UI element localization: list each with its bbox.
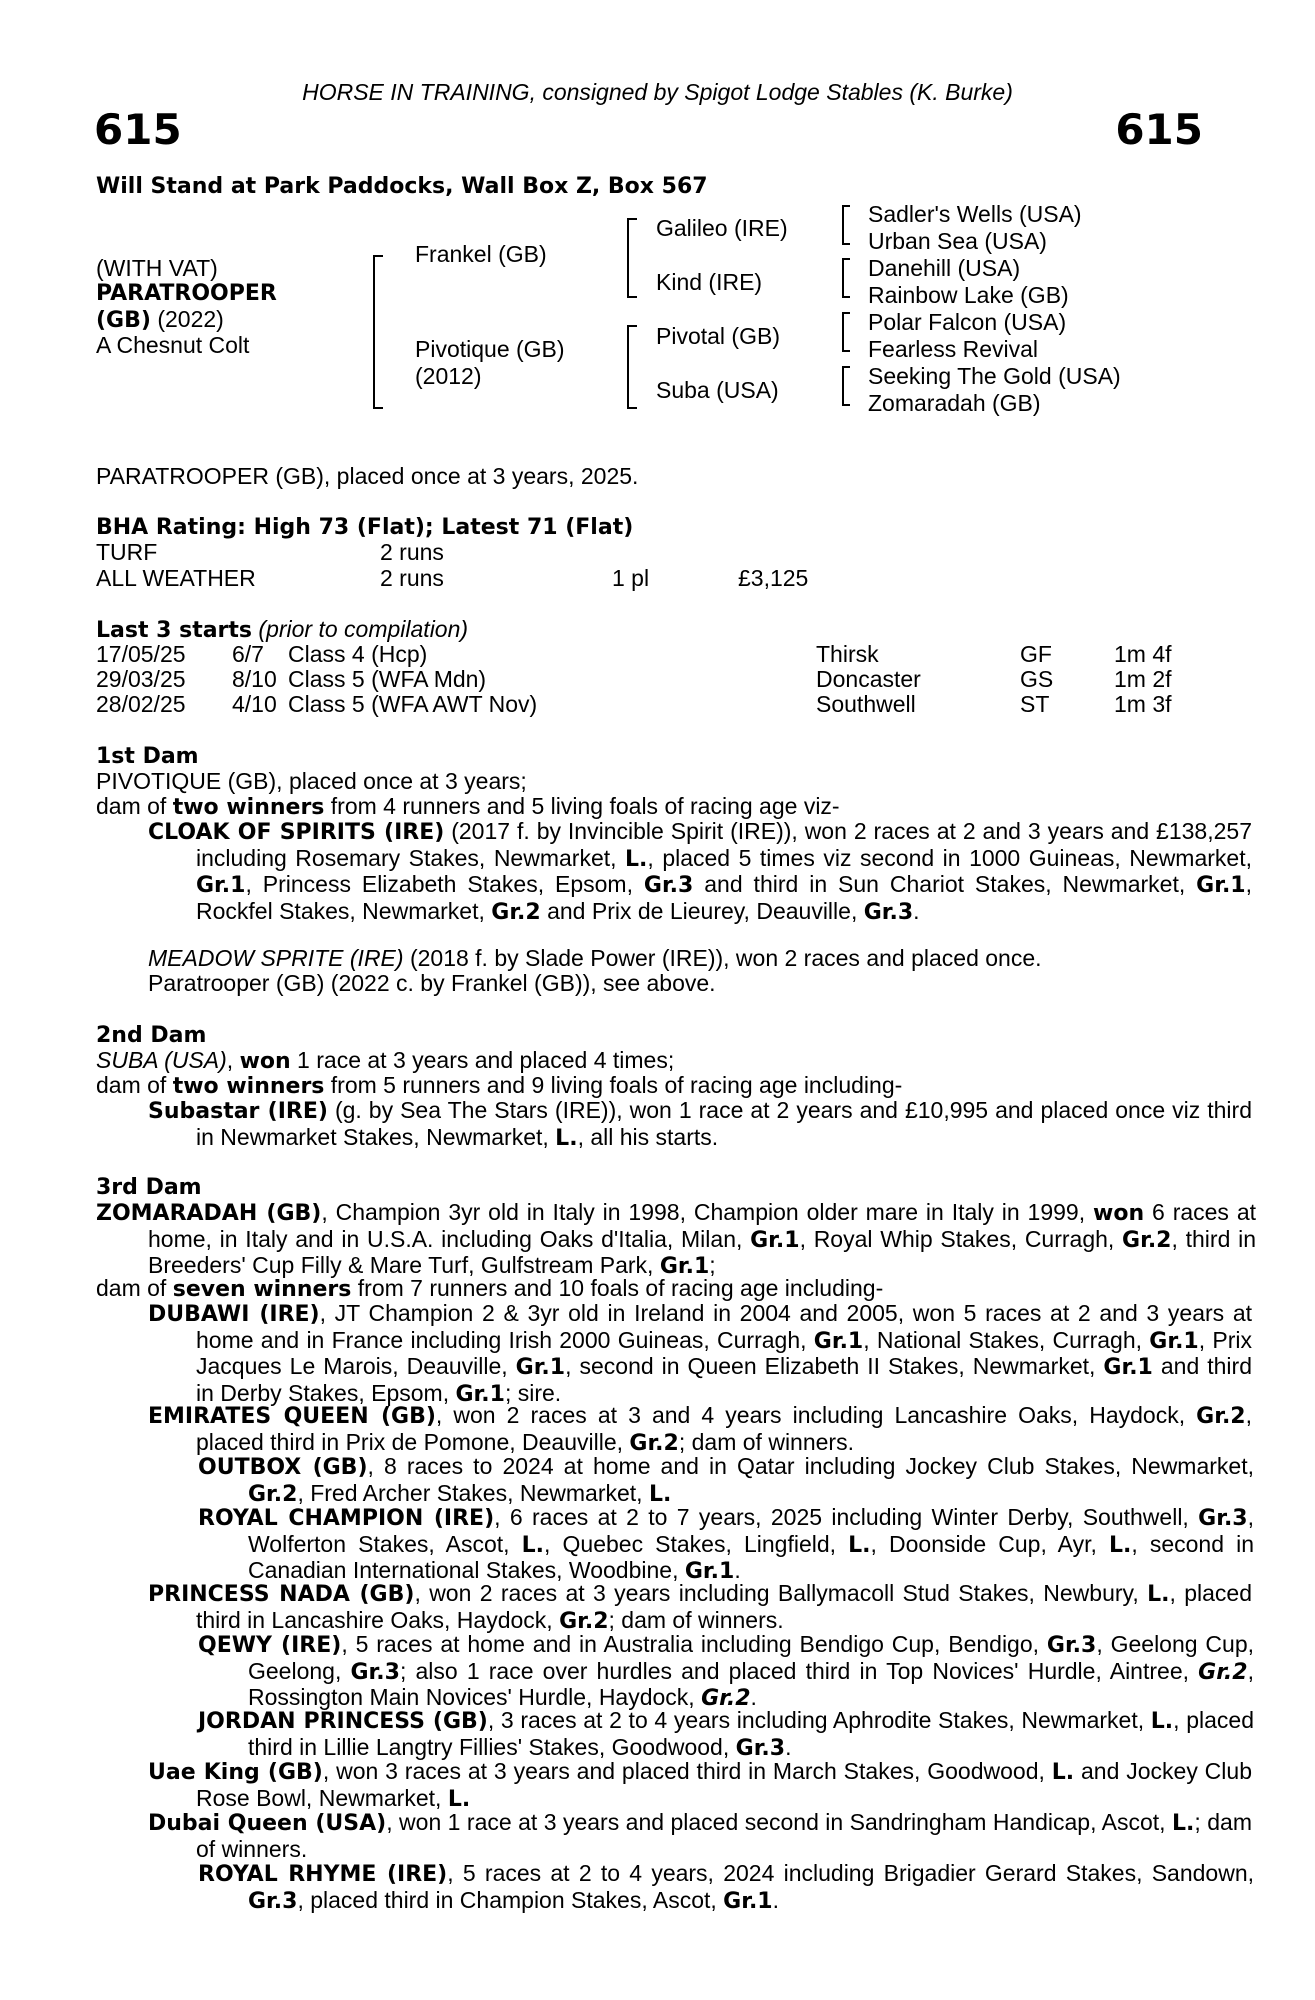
grade: L. — [1172, 1811, 1195, 1836]
text: , placed third in Lancashire Oaks, Haydock, — [196, 1580, 1252, 1633]
grade: Gr.3 — [643, 873, 694, 898]
foal-name: ROYAL CHAMPION (IRE) — [198, 1506, 495, 1531]
start-going: GF — [1020, 641, 1052, 667]
text: , Fred Archer Stakes, Newmarket, — [297, 1479, 649, 1506]
rating-prize: £3,125 — [738, 565, 809, 591]
pedigree-dds: Seeking The Gold (USA) — [868, 363, 1121, 389]
text: from 4 runners and 5 living foals of racing age viz- — [324, 793, 840, 819]
third-dam-summary — [96, 1200, 1256, 1280]
produce-entry — [198, 1708, 1254, 1761]
text: , Geelong Cup, Geelong, — [248, 1631, 1255, 1684]
pedigree-brace-dd — [842, 366, 850, 406]
grade: Gr.1 — [455, 1381, 505, 1407]
grade: Gr.2 — [629, 1430, 679, 1456]
horse-country-year — [96, 307, 224, 334]
horse-name: PARATROOPER — [96, 281, 277, 306]
grade: Gr.3 — [1046, 1633, 1097, 1658]
grade: L. — [555, 1125, 578, 1151]
pedigree-ssd: Urban Sea (USA) — [868, 228, 1047, 254]
rating-surface: TURF — [96, 539, 158, 565]
text: , all his starts. — [577, 1123, 719, 1150]
dam-name: SUBA (USA) — [96, 1047, 227, 1073]
grade: Gr.2 — [491, 899, 541, 925]
text: , 8 races to 2024 at home and in Qatar including Jockey Club Stakes, Newmarket, — [367, 1453, 1254, 1479]
rating-runs: 2 runs — [380, 565, 444, 591]
first-dam-summary: PIVOTIQUE (GB), placed once at 3 years; — [96, 768, 527, 794]
horse-year: (2022) — [157, 306, 224, 332]
grade: Gr.1 — [750, 1227, 800, 1253]
foal-name: EMIRATES QUEEN (GB) — [148, 1404, 436, 1429]
grade: Gr.1 — [684, 1559, 735, 1584]
start-going: GS — [1020, 666, 1054, 692]
grade: Gr.3 — [1198, 1506, 1248, 1531]
pedigree-sss: Sadler's Wells (USA) — [868, 201, 1082, 227]
grade: Gr.3 — [735, 1735, 786, 1761]
text: , 5 races at 2 to 4 years, 2024 including Brigadier Gerard Stakes, Sandown, — [447, 1860, 1254, 1886]
grade: Gr.2 — [701, 1686, 751, 1711]
text: . — [913, 897, 920, 924]
foal-name: QEWY (IRE) — [198, 1633, 342, 1658]
start-distance: 1m 4f — [1114, 641, 1172, 667]
produce-entry — [148, 819, 1252, 925]
start-row — [96, 692, 1206, 718]
text: (g. by Sea The Stars (IRE)), won 1 race at 2 years and £10,995 and placed once viz third in Newmarket Stakes, Newmarket, — [196, 1097, 1252, 1150]
horse-description: A Chesnut Colt — [96, 332, 250, 358]
produce-entry — [148, 1301, 1252, 1407]
won-label: won — [239, 1049, 291, 1074]
pedigree-dsd: Fearless Revival — [868, 336, 1038, 362]
foal-name: MEADOW SPRITE (IRE) — [148, 945, 404, 971]
grade: Gr.1 — [515, 1355, 566, 1380]
rating-surface: ALL WEATHER — [96, 565, 256, 591]
produce-entry — [198, 1454, 1254, 1507]
text: , Quebec Stakes, Lingfield, — [544, 1530, 849, 1557]
grade: Gr.1 — [659, 1254, 710, 1279]
foal-name: DUBAWI (IRE) — [148, 1302, 320, 1327]
rating-placed: 1 pl — [612, 565, 650, 591]
start-position: 8/10 — [232, 666, 277, 692]
grade: Gr.2 — [248, 1481, 298, 1507]
last-starts-note: (prior to compilation) — [258, 616, 469, 642]
start-course: Doncaster — [816, 666, 921, 692]
start-distance: 1m 2f — [1114, 666, 1172, 692]
text: . — [772, 1886, 779, 1913]
grade: Gr.2 — [1198, 1659, 1248, 1685]
foal-name: PRINCESS NADA (GB) — [148, 1582, 415, 1607]
text: ; sire. — [504, 1379, 562, 1406]
text: ; dam of winners. — [608, 1606, 784, 1633]
text: , third in Breeders' Cup Filly & Mare Turf, Gulfstream Park, — [148, 1225, 1256, 1278]
last-starts-heading: Last 3 starts — [96, 618, 253, 643]
text: 6 races at home, in Italy and in U.S.A. including Oaks d'Italia, Milan, — [148, 1199, 1257, 1252]
text: , second in Queen Elizabeth II Stakes, Newmarket, — [565, 1353, 1104, 1379]
grade: Gr.1 — [1149, 1328, 1199, 1354]
text: , — [226, 1047, 240, 1073]
text: dam of — [96, 1072, 173, 1098]
text: ; dam of winners. — [678, 1428, 854, 1455]
text: , won 1 race at 3 years and placed second in Sandringham Handicap, Ascot, — [386, 1809, 1173, 1835]
grade: L. — [521, 1532, 545, 1558]
text: , Rockfel Stakes, Newmarket, — [196, 871, 1252, 924]
text: , Champion 3yr old in Italy in 1998, Champion older mare in Italy in 1999, — [321, 1199, 1094, 1225]
grade: L. — [848, 1532, 871, 1558]
first-dam-heading: 1st Dam — [96, 744, 199, 769]
pedigree-dam: Pivotique (GB) — [415, 336, 565, 362]
second-dam-summary — [96, 1048, 674, 1075]
text: dam of — [96, 793, 173, 819]
grade: L. — [1150, 1709, 1174, 1734]
text: from 5 runners and 9 living foals of racing age including- — [324, 1072, 903, 1098]
pedigree-sire-dam: Kind (IRE) — [656, 269, 763, 295]
pedigree-brace-sd — [842, 258, 850, 298]
pedigree-dam-dam: Suba (USA) — [656, 377, 779, 403]
text: , won 3 races at 3 years and placed third in March Stakes, Goodwood, — [322, 1758, 1052, 1784]
third-dam-heading: 3rd Dam — [96, 1175, 202, 1200]
text: , placed third in Champion Stakes, Ascot, — [297, 1886, 724, 1913]
start-going: ST — [1020, 691, 1050, 717]
start-distance: 1m 3f — [1114, 691, 1172, 717]
start-row — [96, 642, 1206, 668]
start-date: 29/03/25 — [96, 666, 186, 692]
pedigree-dss: Polar Falcon (USA) — [868, 309, 1067, 335]
text: , Princess Elizabeth Stakes, Epsom, — [245, 871, 644, 897]
produce-entry — [148, 1810, 1252, 1862]
text: and Prix de Lieurey, Deauville, — [540, 897, 864, 924]
grade: Gr.3 — [863, 899, 914, 925]
pedigree-sire: Frankel (GB) — [415, 241, 547, 267]
foal-name: CLOAK OF SPIRITS (IRE) — [148, 820, 445, 845]
text: (2018 f. by Slade Power (IRE)), won 2 races and placed once. — [403, 945, 1042, 971]
grade: Gr.3 — [248, 1888, 298, 1914]
text: . — [785, 1733, 792, 1760]
start-row — [96, 667, 1206, 693]
rating-row — [96, 566, 1206, 592]
produce-entry — [148, 1759, 1252, 1812]
text: and Jockey Club Rose Bowl, Newmarket, — [196, 1758, 1252, 1811]
produce-entry — [198, 1861, 1254, 1914]
text: , 5 races at home and in Australia including Bendigo Cup, Bendigo, — [341, 1631, 1047, 1657]
third-dam-produce — [96, 1276, 883, 1303]
grade: L. — [1147, 1582, 1170, 1607]
start-date: 28/02/25 — [96, 691, 186, 717]
grade: Gr.2 — [1122, 1227, 1172, 1253]
produce-entry: Paratrooper (GB) (2022 c. by Frankel (GB)), see above. — [148, 970, 716, 996]
foal-name: OUTBOX (GB) — [198, 1455, 368, 1480]
grade: Gr.2 — [559, 1608, 609, 1634]
produce-entry — [198, 1505, 1254, 1585]
grade: Gr.1 — [1196, 873, 1246, 898]
pedigree-brace-dam — [627, 325, 637, 409]
grade: Gr.1 — [196, 873, 246, 898]
text: , Doonside Cup, Ayr, — [870, 1530, 1109, 1557]
lot-number-right: 615 — [1115, 105, 1203, 154]
start-position: 6/7 — [232, 641, 264, 667]
text: , Wolferton Stakes, Ascot, — [248, 1504, 1254, 1557]
text: , 6 races at 2 to 7 years, 2025 including Winter Derby, Southwell, — [494, 1504, 1199, 1530]
pedigree-sds: Danehill (USA) — [868, 255, 1021, 281]
pedigree-sdd: Rainbow Lake (GB) — [868, 282, 1069, 308]
grade: Gr.3 — [350, 1659, 400, 1685]
text: and third in Sun Chariot Stakes, Newmarket, — [693, 871, 1197, 897]
grade: L. — [1051, 1760, 1075, 1785]
first-dam-produce — [96, 794, 840, 821]
text: , won 2 races at 3 years including Ballymacoll Stud Stakes, Newbury, — [414, 1580, 1148, 1606]
text: . — [734, 1557, 741, 1583]
won-label: won — [1093, 1201, 1145, 1226]
grade: L. — [447, 1786, 471, 1812]
grade: Gr.2 — [1196, 1404, 1246, 1429]
text: , JT Champion 2 & 3yr old in Ireland in 2004 and 2005, won 5 races at 2 and 3 years at home and in France including Irish 2000 Guineas, Curragh, — [196, 1300, 1253, 1353]
lot-number-left: 615 — [94, 105, 182, 154]
grade: L. — [625, 846, 648, 872]
pedigree-brace-sire — [627, 218, 637, 298]
vat-note: (WITH VAT) — [96, 255, 218, 281]
text: , second in Canadian International Stakes, Woodbine, — [248, 1530, 1254, 1583]
text: , Royal Whip Stakes, Curragh, — [799, 1225, 1123, 1252]
start-date: 17/05/25 — [96, 641, 186, 667]
produce-entry — [148, 1403, 1252, 1456]
foal-name: Dubai Queen (USA) — [148, 1811, 387, 1836]
foal-name: Uae King (GB) — [148, 1760, 323, 1785]
grade: L. — [1108, 1532, 1132, 1558]
pedigree-brace-ds — [842, 312, 850, 352]
start-class: Class 5 (WFA AWT Nov) — [288, 691, 538, 717]
race-summary: PARATROOPER (GB), placed once at 3 years, 2025. — [96, 463, 639, 489]
text: dam of — [96, 1275, 173, 1301]
dam-name: ZOMARADAH (GB) — [96, 1201, 322, 1226]
start-position: 4/10 — [232, 691, 277, 717]
text: and third in Derby Stakes, Epsom, — [196, 1353, 1252, 1406]
text: , Prix Jacques Le Marois, Deauville, — [196, 1326, 1253, 1379]
text: . — [750, 1684, 757, 1710]
bha-rating-title: BHA Rating: High 73 (Flat); Latest 71 (Flat) — [96, 515, 634, 540]
winners-count: two winners — [172, 1074, 325, 1099]
pedigree-dam-year: (2012) — [415, 363, 482, 389]
grade: L. — [648, 1481, 672, 1507]
pedigree-brace-main — [373, 255, 383, 409]
foal-name: JORDAN PRINCESS (GB) — [198, 1709, 488, 1734]
rating-runs: 2 runs — [380, 539, 444, 565]
text: , 3 races at 2 to 4 years including Aphrodite Stakes, Newmarket, — [487, 1707, 1151, 1733]
text: 1 race at 3 years and placed 4 times; — [290, 1047, 675, 1073]
horse-country: (GB) — [96, 308, 151, 333]
produce-entry — [198, 1632, 1254, 1712]
text: ; also 1 race over hurdles and placed third in Top Novices' Hurdle, Aintree, — [399, 1657, 1199, 1684]
grade: Gr.1 — [813, 1328, 864, 1354]
text: ; — [709, 1252, 716, 1278]
grade: Gr.1 — [723, 1888, 773, 1914]
stand-location: Will Stand at Park Paddocks, Wall Box Z, Box 567 — [96, 174, 708, 199]
winners-count: seven winners — [172, 1277, 352, 1302]
text: from 7 runners and 10 foals of racing age including- — [351, 1275, 884, 1301]
second-dam-heading: 2nd Dam — [96, 1023, 207, 1048]
start-class: Class 5 (WFA Mdn) — [288, 666, 487, 692]
foal-name: Subastar (IRE) — [148, 1099, 328, 1124]
last-starts-title — [96, 617, 468, 644]
text: (2017 f. by Invincible Spirit (IRE)), won 2 races at 2 and 3 years and £138,257 including Rosemary Stakes, Newmarket, — [196, 818, 1252, 871]
produce-entry — [148, 1098, 1252, 1151]
start-course: Thirsk — [816, 641, 879, 667]
produce-entry — [148, 946, 1042, 972]
second-dam-produce — [96, 1073, 902, 1100]
produce-entry — [148, 1581, 1252, 1634]
rating-row — [96, 540, 1206, 566]
pedigree-dam-sire: Pivotal (GB) — [656, 323, 780, 349]
text: , placed third in Prix de Pomone, Deauville, — [196, 1402, 1252, 1455]
text: , placed third in Lillie Langtry Fillies' Stakes, Goodwood, — [248, 1707, 1254, 1760]
start-course: Southwell — [816, 691, 916, 717]
winners-count: two winners — [172, 795, 325, 820]
consignor-line: HORSE IN TRAINING, consigned by Spigot Lodge Stables (K. Burke) — [302, 79, 1013, 105]
text: , won 2 races at 3 and 4 years including Lancashire Oaks, Haydock, — [435, 1402, 1197, 1428]
pedigree-ddd: Zomaradah (GB) — [868, 390, 1041, 416]
start-class: Class 4 (Hcp) — [288, 641, 428, 667]
pedigree-brace-ss — [842, 205, 850, 245]
grade: Gr.1 — [1103, 1355, 1153, 1380]
text: , Rossington Main Novices' Hurdle, Haydock, — [248, 1657, 1254, 1710]
text: , National Stakes, Curragh, — [863, 1326, 1150, 1353]
foal-name: ROYAL RHYME (IRE) — [198, 1862, 448, 1887]
pedigree-sire-sire: Galileo (IRE) — [656, 215, 788, 241]
text: ; dam of winners. — [196, 1809, 1252, 1862]
text: , placed 5 times viz second in 1000 Guineas, Newmarket, — [647, 844, 1252, 871]
